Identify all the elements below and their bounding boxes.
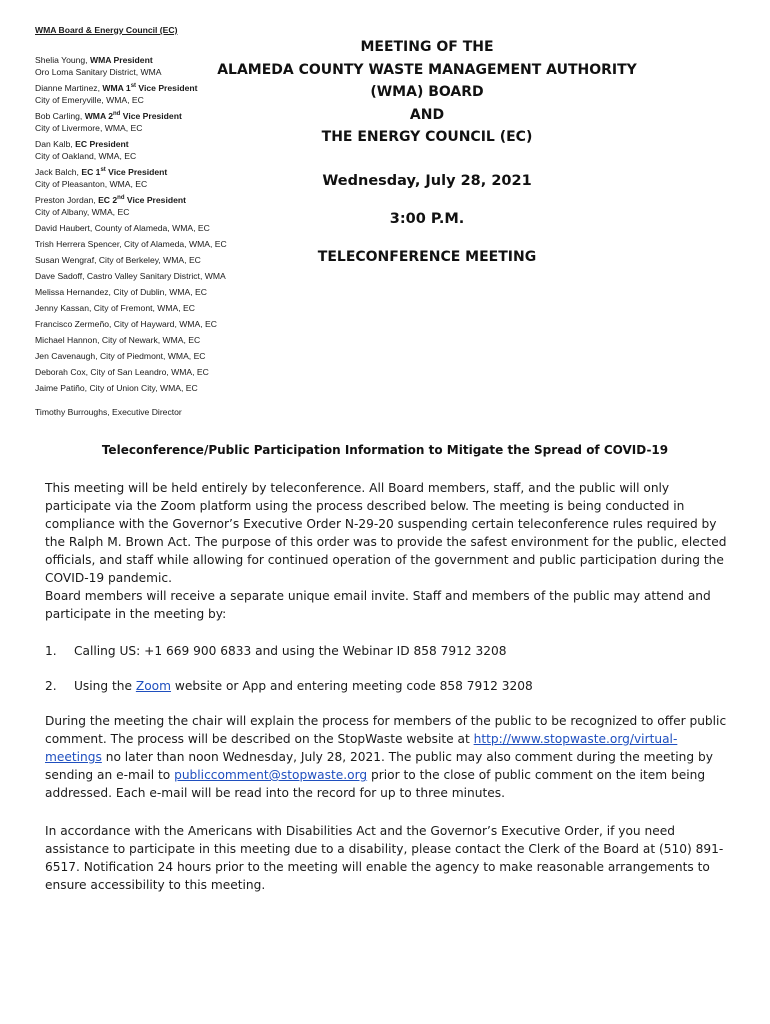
paragraph-text: prior to the close of public comment on the item being addressed. Each e-mail will be read into the record for up to three minutes.: [45, 768, 706, 800]
officer-name: Bob Carling,: [35, 111, 85, 121]
officer-title: WMA 1st Vice President: [102, 83, 198, 93]
title-line: AND: [409, 106, 445, 123]
officer-org: City of Pleasanton, WMA, EC: [35, 179, 148, 189]
member-entry: Dave Sadoff, Castro Valley Sanitary District, WMA: [35, 271, 226, 281]
member-entry: Melissa Hernandez, City of Dublin, WMA, EC: [35, 287, 207, 297]
meeting-type: TELECONFERENCE MEETING: [317, 248, 537, 265]
title-line: MEETING OF THE: [360, 39, 494, 55]
officer-title: WMA 2nd Vice President: [84, 111, 182, 121]
officer-org: City of Oakland, WMA, EC: [35, 151, 137, 161]
member-entry: Jenny Kassan, City of Fremont, WMA, EC: [35, 303, 195, 313]
paragraph-text: no later than noon Wednesday, July 28, 2021. The public may also comment during the meeting by sending an e-mail to: [45, 750, 713, 782]
list-item: [45, 642, 730, 660]
meeting-time: 3:00 P.M.: [389, 210, 465, 227]
list-item: [45, 677, 730, 695]
list-number: 1.: [45, 644, 57, 658]
officer-name: Preston Jordan,: [35, 195, 99, 205]
member-entry: Jen Cavenaugh, City of Piedmont, WMA, EC: [35, 351, 206, 361]
officer-org: City of Albany, WMA, EC: [35, 207, 130, 217]
meeting-date: Wednesday, July 28, 2021: [322, 172, 532, 189]
virtual-meetings-link[interactable]: http://www.stopwaste.org/virtual-meetings: [45, 732, 678, 764]
member-entry: Susan Wengraf, City of Berkeley, WMA, EC: [35, 255, 201, 265]
list-text: website or App and entering meeting code 858 7912 3208: [171, 679, 533, 693]
member-entry: Michael Hannon, City of Newark, WMA, EC: [35, 335, 201, 345]
meeting-title-block: [214, 36, 640, 265]
member-entry: David Haubert, County of Alameda, WMA, EC: [35, 223, 210, 233]
list-text: Calling US: +1 669 900 6833 and using the Webinar ID 858 7912 3208: [74, 644, 507, 658]
paragraph-accessibility: In accordance with the Americans with Disabilities Act and the Governor’s Executive Order, if you need assistance to participate in this meeting due to a disability, please contact the Clerk of the Board at (510) 891-6517. Notification 24 hours prior to the meeting will enable the agency to make reasonable arrangements to ensure accessibility to this meeting.: [45, 824, 724, 892]
paragraph-public-comment: [45, 712, 730, 802]
officer-name: Dan Kalb,: [35, 139, 76, 149]
member-entry: Trish Herrera Spencer, City of Alameda, WMA, EC: [35, 239, 227, 249]
officer-name: Jack Balch,: [35, 167, 82, 177]
officer-title: EC 1st Vice President: [81, 167, 168, 177]
paragraph-text: During the meeting the chair will explain the process for members of the public to be recognized to offer public comment. The process will be described on the StopWaste website at: [45, 714, 727, 746]
paragraph-participation: Board members will receive a separate unique email invite. Staff and members of the public may attend and participate in the meeting by:: [45, 589, 711, 621]
roster-heading: WMA Board & Energy Council (EC): [35, 25, 178, 35]
officer-title: EC President: [75, 139, 129, 149]
section-heading: Teleconference/Public Participation Information to Mitigate the Spread of COVID-19: [101, 443, 669, 457]
officer-org: Oro Loma Sanitary District, WMA: [35, 67, 162, 77]
executive-director: Timothy Burroughs, Executive Director: [35, 407, 182, 417]
officer-org: City of Livermore, WMA, EC: [35, 123, 143, 133]
list-number: 2.: [45, 679, 57, 693]
officer-org: City of Emeryville, WMA, EC: [35, 95, 144, 105]
officer-title: WMA President: [89, 55, 153, 65]
paragraph-teleconference: This meeting will be held entirely by teleconference. All Board members, staff, and the public will only participate via the Zoom platform using the process described below. The meeting is being conducted in compliance with the Governor’s Executive Order N-29-20 suspending certain teleconference rules required by the Ralph M. Brown Act. The purpose of this order was to provide the safest environment for the public, elected officials, and staff while allowing for continued operation of the government and public participation during the COVID-19 pandemic.: [45, 481, 727, 585]
member-entry: Deborah Cox, City of San Leandro, WMA, EC: [35, 367, 209, 377]
title-line: THE ENERGY COUNCIL (EC): [321, 129, 533, 145]
title-line: ALAMEDA COUNTY WASTE MANAGEMENT AUTHORITY: [217, 61, 637, 78]
member-entry: Francisco Zermeño, City of Hayward, WMA, EC: [35, 319, 217, 329]
officer-title: EC 2nd Vice President: [98, 195, 186, 205]
zoom-link[interactable]: Zoom: [135, 679, 172, 693]
list-text: Using the: [74, 679, 136, 693]
title-line: (WMA) BOARD: [370, 84, 484, 100]
member-entry: Jaime Patiño, City of Union City, WMA, EC: [35, 383, 198, 393]
officer-name: Dianne Martinez,: [35, 83, 103, 93]
public-comment-email-link[interactable]: publiccomment@stopwaste.org: [174, 768, 368, 782]
officer-name: Shelia Young,: [35, 55, 90, 65]
